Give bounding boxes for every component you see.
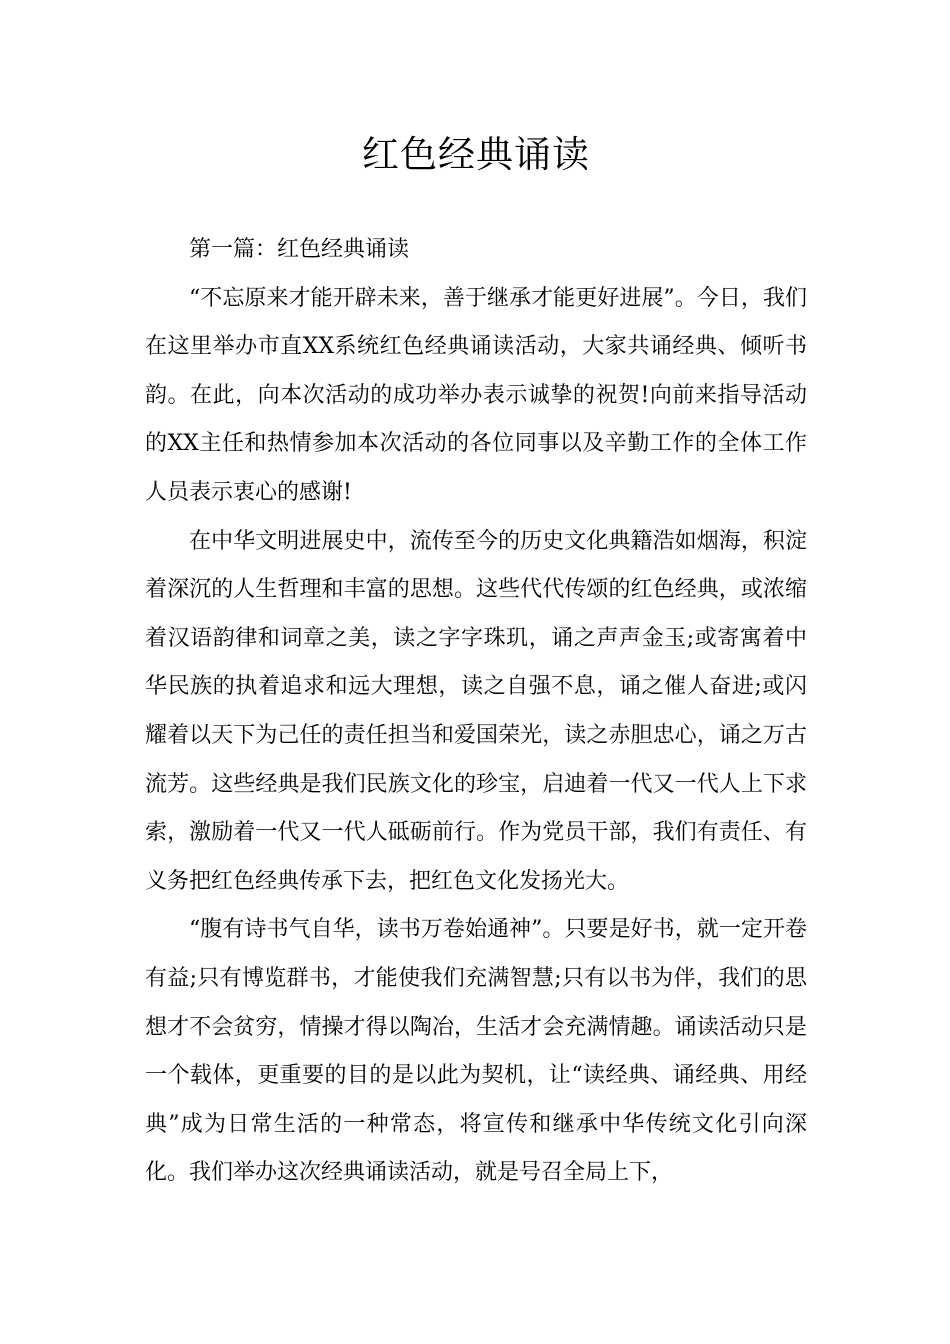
paragraph-2: 在中华文明进展史中，流传至今的历史文化典籍浩如烟海，积淀着深沉的人生哲理和丰富的思想。这些代代传颂的红色经典，或浓缩着汉语韵律和词章之美，读之字字珠玑，诵之声声金玉;或寄寓着中华民族的执着追求和远大理想，读之自强不息，诵之催人奋进;或闪耀着以天下为己任的责任担当和爱国荣光，读之赤胆忠心，诵之万古流芳。这些经典是我们民族文化的珍宝，启迪着一代又一代人上下求索，激励着一代又一代人砥砺前行。作为党员干部，我们有责任、有义务把红色经典传承下去，把红色文化发扬光大。 bbox=[145, 528, 807, 894]
document-body bbox=[145, 226, 807, 1198]
paragraph-3: “腹有诗书气自华，读书万卷始通神”。只要是好书，就一定开卷有益;只有博览群书，才能使我们充满智慧;只有以书为伴，我们的思想才不会贫穷，情操才得以陶冶，生活才会充满情趣。诵读活动只是一个载体，更重要的目的是以此为契机，让“读经典、诵经典、用经典”成为日常生活的一种常态，将宣传和继承中华传统文化引向深化。我们举办这次经典诵读活动，就是号召全局上下， bbox=[145, 917, 807, 1186]
paragraph-1: “不忘原来才能开辟未来，善于继承才能更好进展”。今日，我们在这里举办市直XX系统红色经典诵读活动，大家共诵经典、倾听书韵。在此，向本次活动的成功举办表示诚挚的祝贺!向前来指导活动的XX主任和热情参加本次活动的各位同事以及辛勤工作的全体工作人员表示衷心的感谢! bbox=[145, 285, 807, 505]
section-heading: 第一篇：红色经典诵读 bbox=[189, 237, 410, 262]
document-title: 红色经典诵读 bbox=[362, 133, 590, 176]
document-page bbox=[145, 0, 807, 1198]
